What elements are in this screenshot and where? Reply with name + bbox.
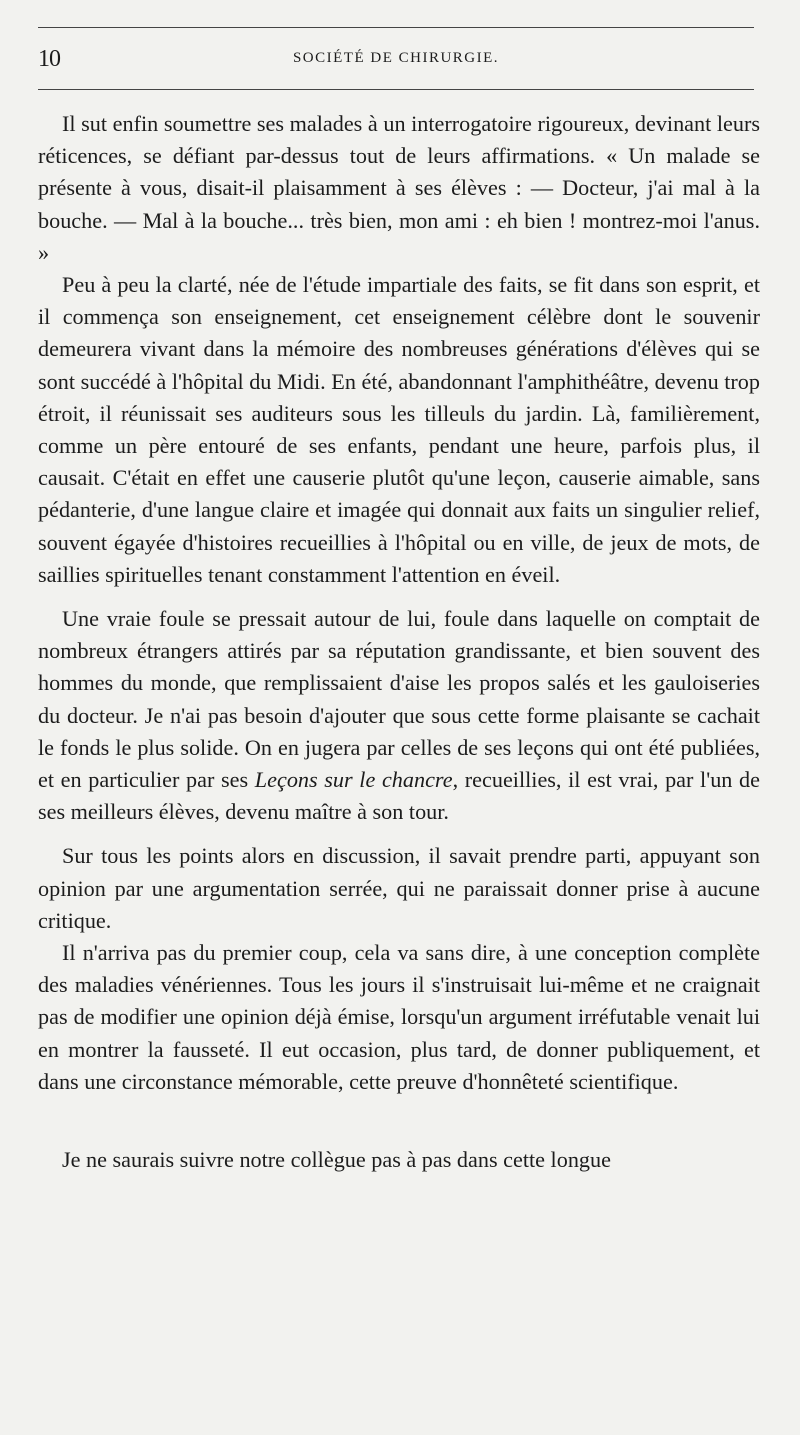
paragraph: Il sut enfin soumettre ses malades à un interrogatoire rigoureux, devinant leurs réticences, se défiant par-dessus tout de leurs affirmations. « Un malade se présente à vous, disait-il plaisamment à ses élèves : — Docteur, j'ai mal à la bouche. — Mal à la bouche... très bien, mon ami : eh bien ! montrez-moi l'anus. »: [38, 111, 760, 265]
paragraph: Sur tous les points alors en discussion, il savait prendre parti, appuyant son opinion par une argumentation serrée, qui ne paraissait donner prise à aucune critique.: [38, 843, 760, 933]
paragraph: [38, 603, 760, 828]
paragraph: Je ne saurais suivre notre collègue pas à pas dans cette longue: [62, 1147, 611, 1173]
header-bottom-rule: [38, 89, 754, 90]
italic-title: Leçons sur le chancre: [254, 767, 453, 793]
running-title: SOCIÉTÉ DE CHIRURGIE.: [292, 50, 500, 66]
paragraph-text: Une vraie foule se pressait autour de lui, foule dans laquelle on comptait de nombreux étrangers attirés par sa réputation grandissante, et bien souvent des hommes du monde, que remplissaient d'aise les propos salés et les gauloiseries du docteur. Je n'ai pas besoin d'ajouter que sous cette forme plaisante se cachait le fonds le plus solide. On en jugera par celles de ses leçons qui ont été publiées, et en particulier par ses: [38, 606, 760, 793]
page-number: 10: [38, 46, 60, 72]
paragraph: Peu à peu la clarté, née de l'étude impartiale des faits, se fit dans son esprit, et il commença son enseignement, cet enseignement célèbre dont le souvenir demeurera vivant dans la mémoire des nombreuses générations d'élèves qui se sont succédé à l'hôpital du Midi. En été, abandonnant l'amphithéâtre, devenu trop étroit, il réunissait ses auditeurs sous les tilleuls du jardin. Là, familièrement, comme un père entouré de ses enfants, pendant une heure, parfois plus, il causait. C'était en effet une causerie plutôt qu'une leçon, causerie aimable, sans pédanterie, d'une langue claire et imagée qui donnait aux faits un singulier relief, souvent égayée d'histoires recueillies à l'hôpital ou en ville, de jeux de mots, de saillies spirituelles tenant constamment l'attention en éveil.: [38, 272, 760, 587]
header-top-rule: [38, 27, 754, 28]
body-text: [38, 108, 760, 1176]
paragraph-text: , recueillies, il est vrai, par l'un de ses meilleurs élèves, devenu maître à son tour.: [38, 767, 760, 825]
paragraph: Il n'arriva pas du premier coup, cela va sans dire, à une conception complète des maladies vénériennes. Tous les jours il s'instruisait lui-même et ne craignait pas de modifier une opinion déjà émise, lorsqu'un argument irréfutable venait lui en montrer la fausseté. Il eut occasion, plus tard, de donner publiquement, et dans une circonstance mémorable, cette preuve d'honnêteté scientifique.: [38, 940, 760, 1094]
page-header: [38, 44, 754, 74]
